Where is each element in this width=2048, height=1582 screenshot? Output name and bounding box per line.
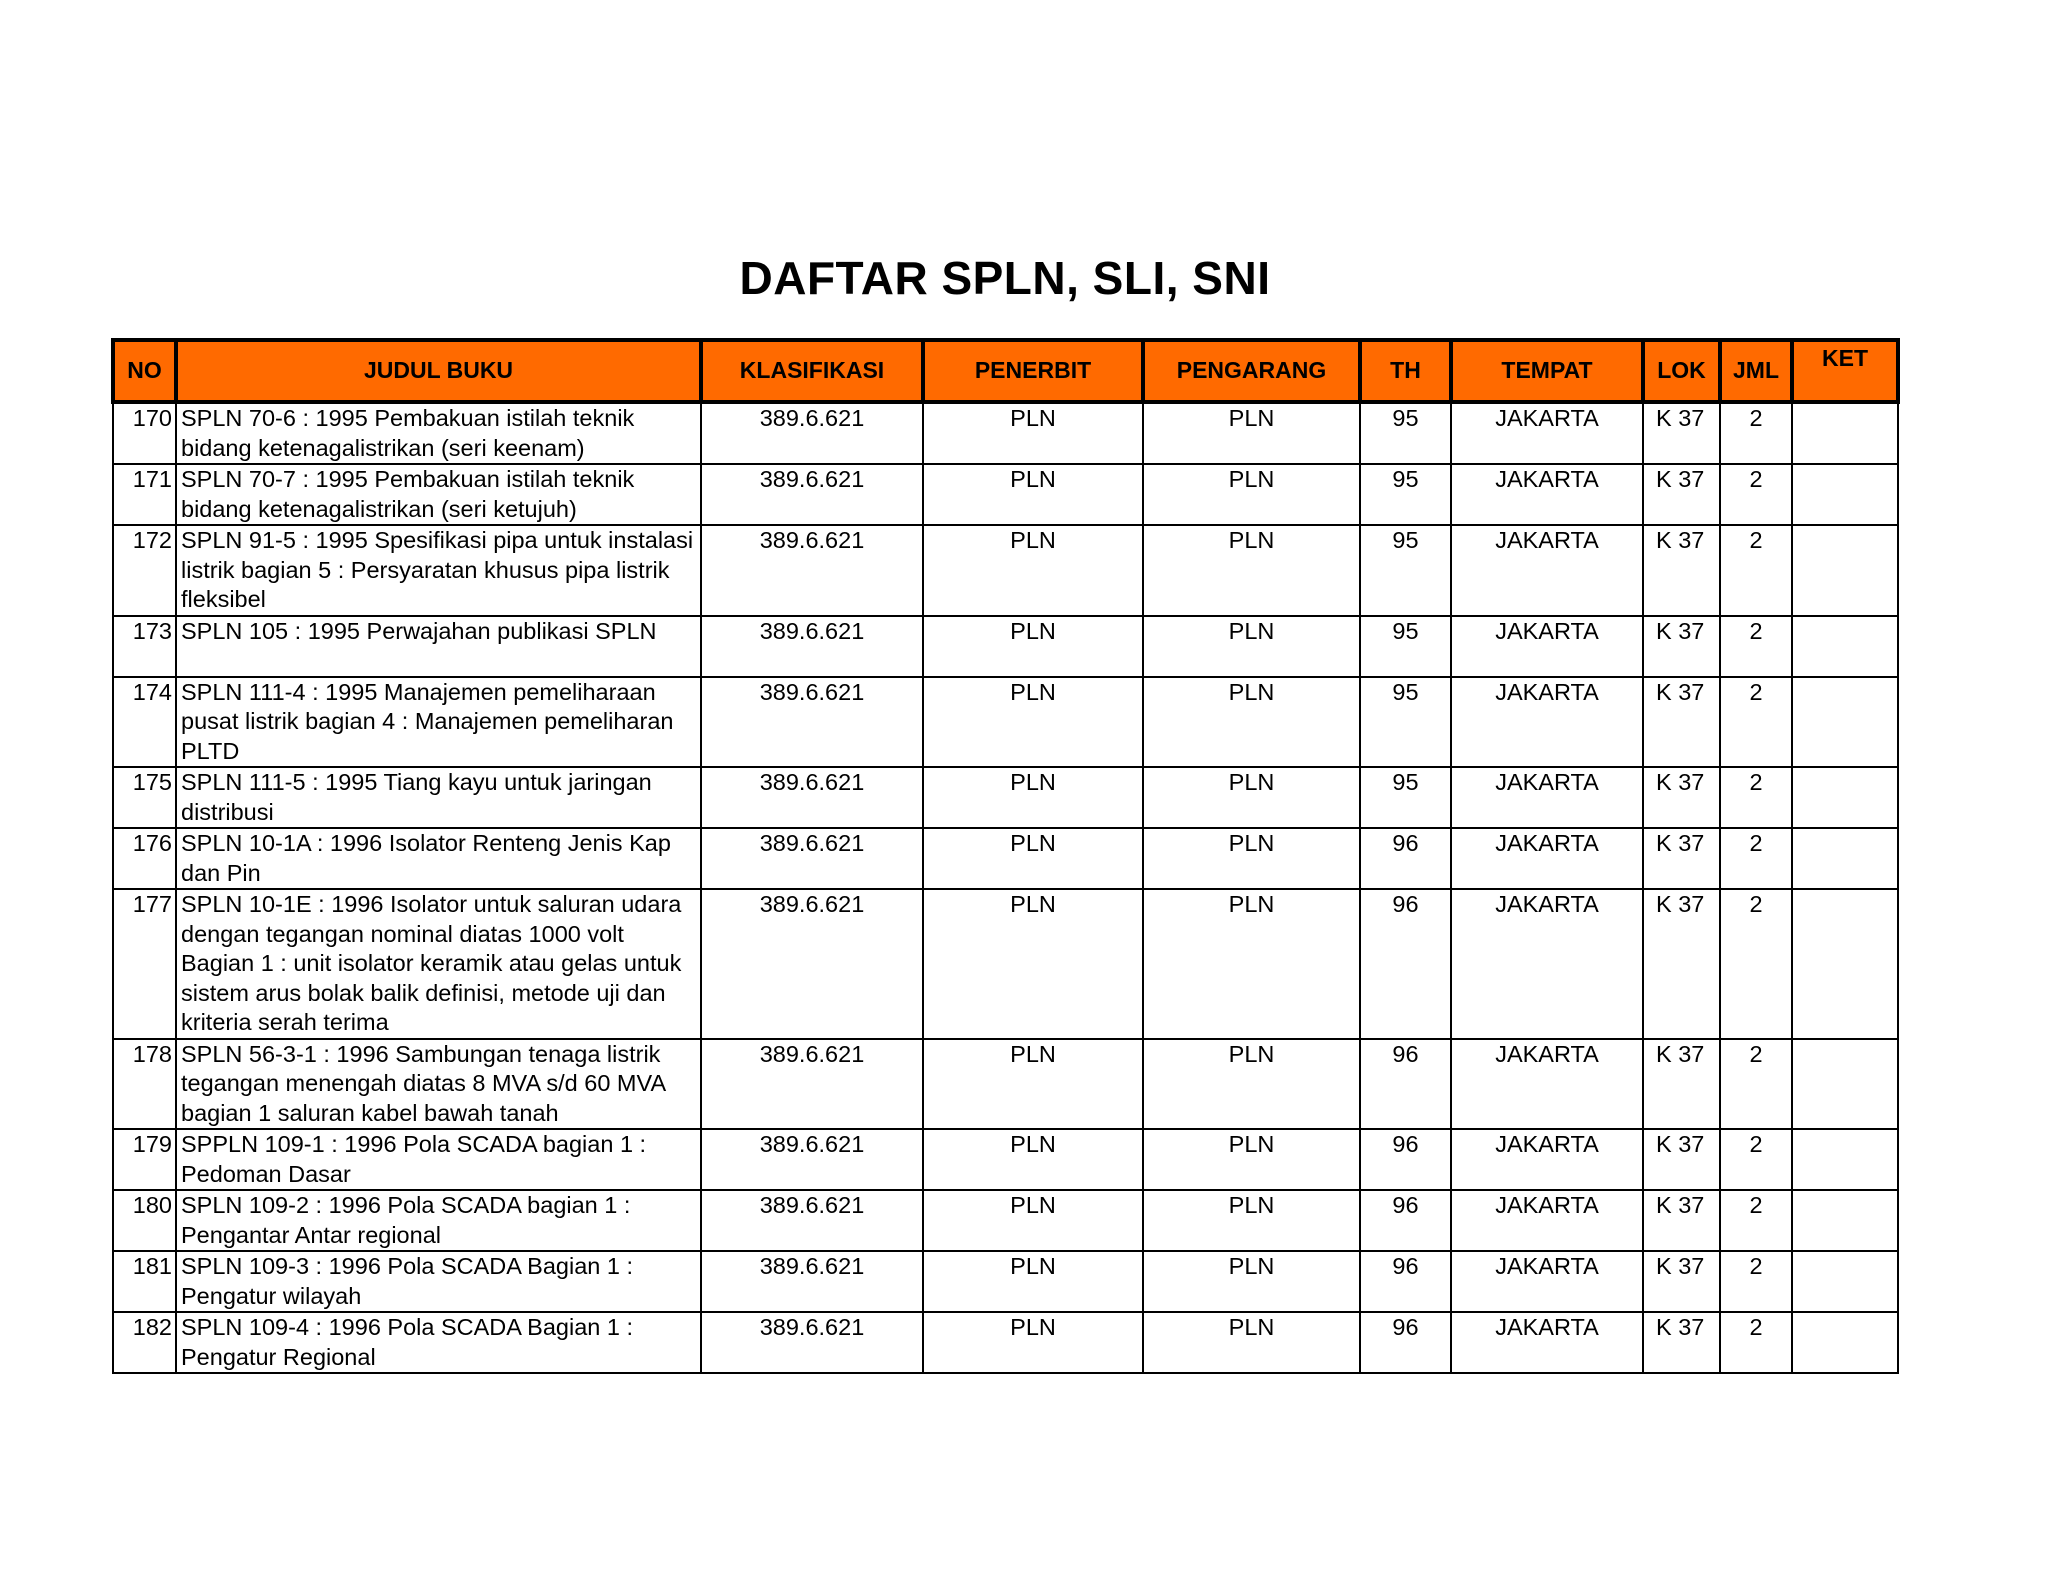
table-row	[113, 1190, 1898, 1251]
cell-lok: K 37	[1643, 767, 1720, 828]
cell-lok: K 37	[1643, 464, 1720, 525]
cell-pengarang: PLN	[1143, 889, 1360, 1039]
cell-ket	[1792, 1312, 1898, 1373]
cell-jml: 2	[1720, 616, 1792, 677]
cell-klasifikasi: 389.6.621	[701, 616, 923, 677]
cell-judul-buku: SPLN 111-5 : 1995 Tiang kayu untuk jaringan distribusi	[176, 767, 701, 828]
cell-no: 171	[113, 464, 176, 525]
cell-no: 174	[113, 677, 176, 768]
page-title: DAFTAR SPLN, SLI, SNI	[739, 252, 1271, 304]
cell-judul-buku: SPLN 10-1E : 1996 Isolator untuk saluran udara dengan tegangan nominal diatas 1000 volt Bagian 1 : unit isolator keramik atau gelas untuk sistem arus bolak balik definisi, metode uji dan kriteria serah terima	[176, 889, 701, 1039]
cell-th: 96	[1360, 1039, 1451, 1130]
cell-th: 96	[1360, 828, 1451, 889]
column-header-judul: JUDUL BUKU	[176, 340, 701, 402]
cell-klasifikasi: 389.6.621	[701, 767, 923, 828]
cell-ket	[1792, 828, 1898, 889]
column-header-jml: JML	[1720, 340, 1792, 402]
cell-judul-buku: SPLN 70-6 : 1995 Pembakuan istilah teknik bidang ketenagalistrikan (seri keenam)	[176, 402, 701, 464]
cell-pengarang: PLN	[1143, 402, 1360, 464]
cell-ket	[1792, 1190, 1898, 1251]
cell-no: 170	[113, 402, 176, 464]
cell-tempat: JAKARTA	[1451, 767, 1643, 828]
cell-jml: 2	[1720, 1312, 1792, 1373]
cell-lok: K 37	[1643, 889, 1720, 1039]
cell-jml: 2	[1720, 767, 1792, 828]
cell-th: 95	[1360, 464, 1451, 525]
table-row	[113, 828, 1898, 889]
table-row	[113, 889, 1898, 1039]
cell-penerbit: PLN	[923, 1039, 1143, 1130]
table-row	[113, 677, 1898, 768]
cell-ket	[1792, 767, 1898, 828]
cell-klasifikasi: 389.6.621	[701, 889, 923, 1039]
cell-no: 175	[113, 767, 176, 828]
cell-klasifikasi: 389.6.621	[701, 828, 923, 889]
cell-no: 173	[113, 616, 176, 677]
cell-no: 172	[113, 525, 176, 616]
cell-th: 95	[1360, 616, 1451, 677]
cell-ket	[1792, 525, 1898, 616]
cell-ket	[1792, 1039, 1898, 1130]
column-header-th: TH	[1360, 340, 1451, 402]
cell-klasifikasi: 389.6.621	[701, 1251, 923, 1312]
cell-lok: K 37	[1643, 402, 1720, 464]
cell-tempat: JAKARTA	[1451, 828, 1643, 889]
cell-klasifikasi: 389.6.621	[701, 464, 923, 525]
table-row	[113, 464, 1898, 525]
cell-th: 95	[1360, 525, 1451, 616]
cell-judul-buku: SPLN 91-5 : 1995 Spesifikasi pipa untuk instalasi listrik bagian 5 : Persyaratan khusus pipa listrik fleksibel	[176, 525, 701, 616]
cell-judul-buku: SPLN 56-3-1 : 1996 Sambungan tenaga listrik tegangan menengah diatas 8 MVA s/d 60 MVA bagian 1 saluran kabel bawah tanah	[176, 1039, 701, 1130]
cell-penerbit: PLN	[923, 1129, 1143, 1190]
cell-klasifikasi: 389.6.621	[701, 1129, 923, 1190]
column-header-no: NO	[113, 340, 176, 402]
table-row	[113, 616, 1898, 677]
cell-th: 96	[1360, 1251, 1451, 1312]
cell-ket	[1792, 677, 1898, 768]
cell-lok: K 37	[1643, 616, 1720, 677]
cell-judul-buku: SPLN 10-1A : 1996 Isolator Renteng Jenis Kap dan Pin	[176, 828, 701, 889]
cell-no: 178	[113, 1039, 176, 1130]
cell-no: 176	[113, 828, 176, 889]
cell-th: 96	[1360, 1190, 1451, 1251]
cell-tempat: JAKARTA	[1451, 1129, 1643, 1190]
cell-lok: K 37	[1643, 1190, 1720, 1251]
cell-jml: 2	[1720, 464, 1792, 525]
cell-lok: K 37	[1643, 677, 1720, 768]
cell-klasifikasi: 389.6.621	[701, 1039, 923, 1130]
book-table	[111, 338, 1900, 1374]
table-row	[113, 1251, 1898, 1312]
cell-no: 177	[113, 889, 176, 1039]
column-header-tempat: TEMPAT	[1451, 340, 1643, 402]
cell-no: 180	[113, 1190, 176, 1251]
cell-no: 179	[113, 1129, 176, 1190]
cell-jml: 2	[1720, 402, 1792, 464]
cell-jml: 2	[1720, 1190, 1792, 1251]
cell-tempat: JAKARTA	[1451, 525, 1643, 616]
cell-pengarang: PLN	[1143, 1251, 1360, 1312]
cell-penerbit: PLN	[923, 402, 1143, 464]
cell-klasifikasi: 389.6.621	[701, 525, 923, 616]
cell-penerbit: PLN	[923, 1190, 1143, 1251]
cell-judul-buku: SPLN 109-2 : 1996 Pola SCADA bagian 1 : Pengantar Antar regional	[176, 1190, 701, 1251]
cell-tempat: JAKARTA	[1451, 616, 1643, 677]
cell-pengarang: PLN	[1143, 1312, 1360, 1373]
cell-jml: 2	[1720, 889, 1792, 1039]
cell-judul-buku: SPLN 105 : 1995 Perwajahan publikasi SPLN	[176, 616, 701, 677]
cell-penerbit: PLN	[923, 828, 1143, 889]
cell-judul-buku: SPLN 111-4 : 1995 Manajemen pemeliharaan pusat listrik bagian 4 : Manajemen pemeliharan PLTD	[176, 677, 701, 768]
cell-pengarang: PLN	[1143, 1190, 1360, 1251]
cell-penerbit: PLN	[923, 889, 1143, 1039]
cell-lok: K 37	[1643, 525, 1720, 616]
table-row	[113, 767, 1898, 828]
table-row	[113, 402, 1898, 464]
cell-judul-buku: SPLN 109-3 : 1996 Pola SCADA Bagian 1 : Pengatur wilayah	[176, 1251, 701, 1312]
cell-pengarang: PLN	[1143, 525, 1360, 616]
cell-judul-buku: SPPLN 109-1 : 1996 Pola SCADA bagian 1 : Pedoman Dasar	[176, 1129, 701, 1190]
cell-penerbit: PLN	[923, 616, 1143, 677]
cell-no: 181	[113, 1251, 176, 1312]
cell-pengarang: PLN	[1143, 616, 1360, 677]
cell-pengarang: PLN	[1143, 1129, 1360, 1190]
cell-lok: K 37	[1643, 1039, 1720, 1130]
cell-tempat: JAKARTA	[1451, 464, 1643, 525]
cell-klasifikasi: 389.6.621	[701, 1190, 923, 1251]
cell-penerbit: PLN	[923, 677, 1143, 768]
table-row	[113, 525, 1898, 616]
cell-pengarang: PLN	[1143, 464, 1360, 525]
cell-tempat: JAKARTA	[1451, 1312, 1643, 1373]
cell-ket	[1792, 402, 1898, 464]
table-header-row	[113, 340, 1898, 402]
cell-ket	[1792, 889, 1898, 1039]
cell-jml: 2	[1720, 1251, 1792, 1312]
cell-no: 182	[113, 1312, 176, 1373]
cell-th: 96	[1360, 889, 1451, 1039]
column-header-ket: KET	[1792, 340, 1898, 402]
cell-penerbit: PLN	[923, 1312, 1143, 1373]
cell-klasifikasi: 389.6.621	[701, 677, 923, 768]
cell-klasifikasi: 389.6.621	[701, 402, 923, 464]
cell-lok: K 37	[1643, 828, 1720, 889]
cell-th: 96	[1360, 1312, 1451, 1373]
cell-ket	[1792, 464, 1898, 525]
cell-pengarang: PLN	[1143, 767, 1360, 828]
table-row	[113, 1129, 1898, 1190]
cell-penerbit: PLN	[923, 464, 1143, 525]
cell-tempat: JAKARTA	[1451, 1251, 1643, 1312]
cell-lok: K 37	[1643, 1129, 1720, 1190]
cell-pengarang: PLN	[1143, 1039, 1360, 1130]
cell-tempat: JAKARTA	[1451, 1039, 1643, 1130]
cell-th: 95	[1360, 677, 1451, 768]
cell-tempat: JAKARTA	[1451, 402, 1643, 464]
cell-th: 96	[1360, 1129, 1451, 1190]
table-row	[113, 1039, 1898, 1130]
cell-jml: 2	[1720, 525, 1792, 616]
cell-penerbit: PLN	[923, 767, 1143, 828]
cell-jml: 2	[1720, 677, 1792, 768]
cell-tempat: JAKARTA	[1451, 1190, 1643, 1251]
cell-jml: 2	[1720, 1129, 1792, 1190]
cell-tempat: JAKARTA	[1451, 677, 1643, 768]
cell-penerbit: PLN	[923, 1251, 1143, 1312]
cell-pengarang: PLN	[1143, 828, 1360, 889]
column-header-lok: LOK	[1643, 340, 1720, 402]
table-row	[113, 1312, 1898, 1373]
cell-th: 95	[1360, 402, 1451, 464]
cell-jml: 2	[1720, 828, 1792, 889]
table-body	[113, 402, 1898, 1373]
cell-klasifikasi: 389.6.621	[701, 1312, 923, 1373]
cell-lok: K 37	[1643, 1251, 1720, 1312]
cell-ket	[1792, 1251, 1898, 1312]
cell-pengarang: PLN	[1143, 677, 1360, 768]
cell-th: 95	[1360, 767, 1451, 828]
cell-tempat: JAKARTA	[1451, 889, 1643, 1039]
cell-ket	[1792, 616, 1898, 677]
cell-ket	[1792, 1129, 1898, 1190]
cell-lok: K 37	[1643, 1312, 1720, 1373]
column-header-pengarang: PENGARANG	[1143, 340, 1360, 402]
cell-judul-buku: SPLN 70-7 : 1995 Pembakuan istilah teknik bidang ketenagalistrikan (seri ketujuh)	[176, 464, 701, 525]
cell-judul-buku: SPLN 109-4 : 1996 Pola SCADA Bagian 1 : Pengatur Regional	[176, 1312, 701, 1373]
cell-jml: 2	[1720, 1039, 1792, 1130]
column-header-penerbit: PENERBIT	[923, 340, 1143, 402]
cell-penerbit: PLN	[923, 525, 1143, 616]
column-header-klasifikasi: KLASIFIKASI	[701, 340, 923, 402]
